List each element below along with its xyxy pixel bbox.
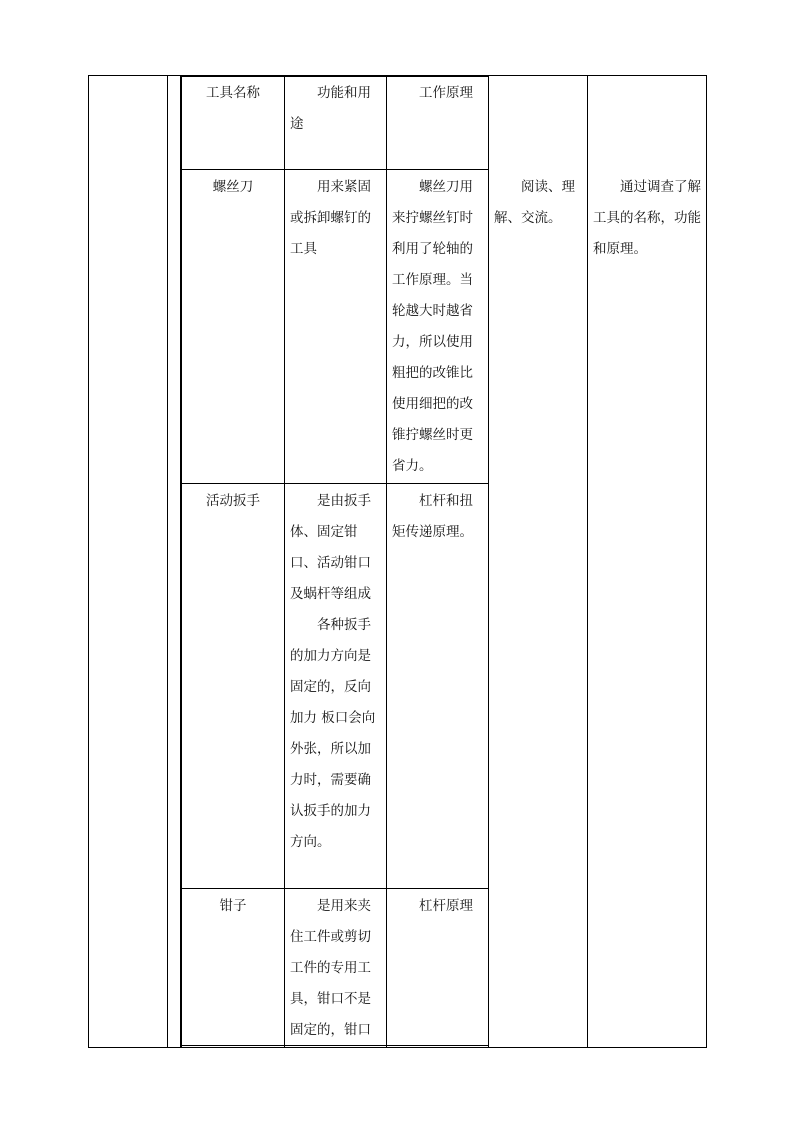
row-wrench-principle [392, 486, 483, 548]
header-function-text: 功能和用途 [290, 85, 371, 132]
inner-row-divider-2 [181, 483, 489, 484]
row-screwdriver-principle-text: 螺丝刀用来拧螺丝钉时利用了轮轴的工作原理。当轮越大时越省力，所以使用粗把的改锥比使用细把的改锥拧螺丝时更省力。 [392, 179, 473, 474]
table-left-border [88, 75, 89, 1048]
row-screwdriver-function [290, 172, 380, 265]
inner-table-top-border [181, 76, 489, 77]
row-pliers-name [186, 891, 280, 922]
row-screwdriver-function-text: 用来紧固或拆卸螺钉的工具 [290, 179, 371, 257]
row-screwdriver-name [186, 172, 280, 203]
row-wrench-name-text: 活动扳手 [206, 493, 260, 509]
row-wrench-name [186, 486, 280, 517]
inner-row-divider-1 [181, 169, 489, 170]
row-pliers-function [290, 891, 380, 1044]
header-tool-name-text: 工具名称 [206, 85, 260, 101]
row-pliers-function-text: 是用来夹住工件或剪切工件的专用工具，钳口不是固定的，钳口 [290, 898, 371, 1038]
purpose-text: 通过调查了解工具的名称，功能和原理。 [593, 179, 701, 257]
row-wrench-function [290, 486, 380, 858]
purpose-cell [593, 172, 701, 265]
header-tool-name [186, 78, 280, 109]
header-principle [392, 78, 482, 109]
header-function [290, 78, 380, 140]
inner-column-divider-1 [284, 75, 285, 1048]
inner-table-right-border [488, 75, 489, 1048]
inner-table-left-border [181, 75, 182, 1048]
row-wrench-function-p2: 各种扳手的加力方向是固定的，反向加力 板口会向外张，所以加力时，需要确认扳手的加力方向。 [290, 617, 376, 850]
row-screwdriver-name-text: 螺丝刀 [212, 179, 254, 195]
row-pliers-principle [392, 891, 483, 922]
row-screwdriver-principle [392, 172, 483, 482]
inner-row-divider-3 [181, 888, 489, 889]
inner-column-divider-2 [386, 75, 387, 1048]
outer-column-divider-5 [587, 75, 588, 1048]
row-wrench-principle-text: 杠杆和扭矩传递原理。 [392, 493, 473, 540]
method-cell [494, 172, 582, 234]
inner-table-bottom-border [181, 1045, 489, 1046]
row-pliers-principle-text: 杠杆原理 [419, 898, 473, 914]
method-text: 阅读、理解、交流。 [494, 179, 575, 226]
row-wrench-function-p1: 是由扳手体、固定钳口、活动钳口及蜗杆等组成 [290, 493, 371, 602]
table-right-border [706, 75, 707, 1048]
outer-column-divider-1 [167, 75, 168, 1048]
header-principle-text: 工作原理 [419, 85, 473, 101]
row-pliers-name-text: 钳子 [219, 898, 247, 914]
